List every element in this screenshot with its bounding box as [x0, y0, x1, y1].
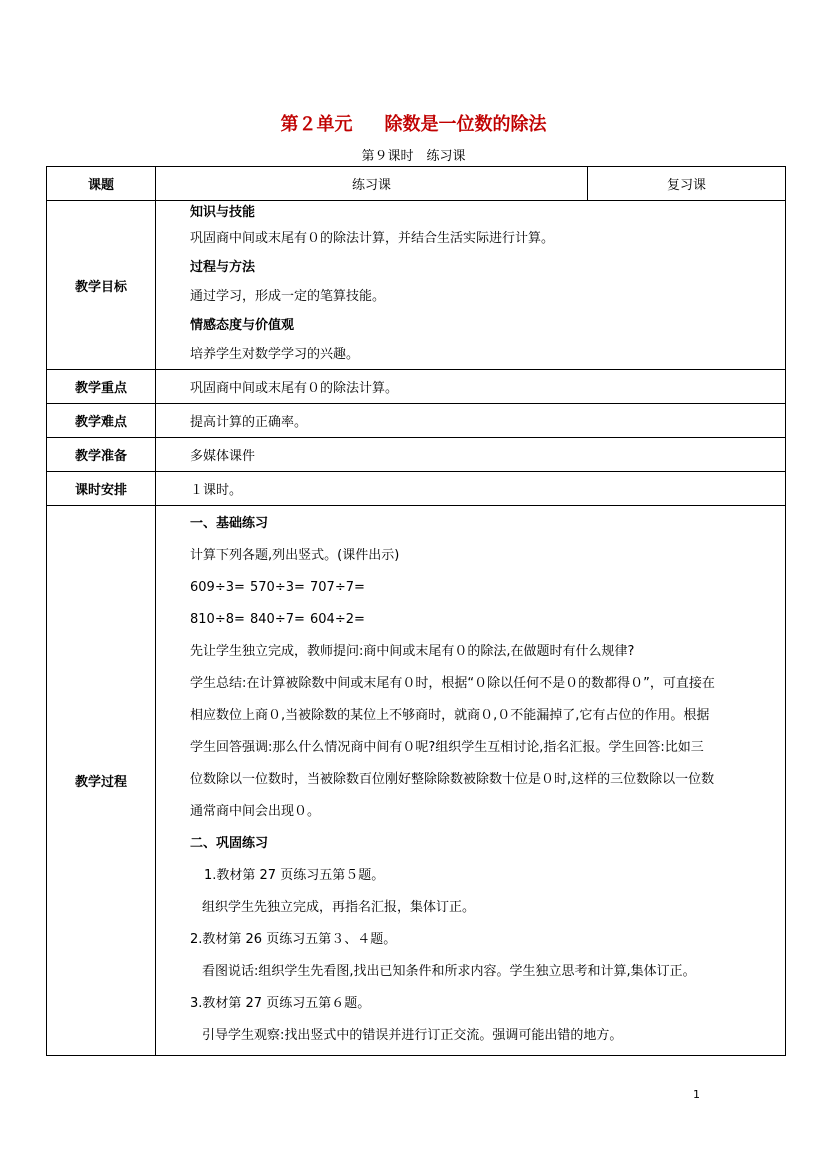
- section-heading: 一、基础练习: [190, 516, 269, 531]
- calc-item: 570÷3=: [250, 580, 305, 595]
- goal-text: 培养学生对数学学习的兴趣。: [190, 346, 360, 362]
- exercise-item: 2.教材第 26 页练习五第３、４题。: [190, 932, 397, 947]
- process-content: [156, 506, 786, 1056]
- key-label: 教学重点: [47, 370, 156, 404]
- time-value: １课时。: [156, 472, 786, 506]
- calc-row: [190, 572, 785, 604]
- exercise-item: 1.教材第 27 页练习五第５题。: [204, 868, 385, 883]
- unit-number: 第２单元: [280, 114, 353, 135]
- time-row: [47, 472, 786, 506]
- calc-item: 609÷3=: [190, 580, 245, 595]
- process-text: 通常商中间会出现０。: [190, 804, 321, 819]
- goal-heading: 知识与技能: [190, 204, 256, 220]
- goals-label: 教学目标: [47, 201, 156, 370]
- difficulty-value: 提高计算的正确率。: [156, 404, 786, 438]
- key-value: 巩固商中间或末尾有０的除法计算。: [156, 370, 786, 404]
- exercise-note: 引导学生观察:找出竖式中的错误并进行订正交流。强调可能出错的地方。: [202, 1028, 623, 1043]
- process-text: 先让学生独立完成，教师提问:商中间或末尾有０的除法,在做题时有什么规律?: [190, 644, 635, 659]
- exercise-item: 3.教材第 27 页练习五第６题。: [190, 996, 371, 1011]
- unit-name: 除数是一位数的除法: [384, 114, 547, 135]
- goal-heading: 过程与方法: [190, 259, 256, 275]
- goal-text: 巩固商中间或末尾有０的除法计算，并结合生活实际进行计算。: [190, 230, 555, 246]
- goals-content: [156, 201, 786, 370]
- exercise-note: 看图说话:组织学生先看图,找出已知条件和所求内容。学生独立思考和计算,集体订正。: [202, 964, 696, 979]
- prep-value: 多媒体课件: [156, 438, 786, 472]
- prep-label: 教学准备: [47, 438, 156, 472]
- calc-item: 707÷7=: [310, 580, 365, 595]
- process-text: 计算下列各题,列出竖式。(课件出示): [190, 548, 400, 563]
- topic-row: [47, 167, 786, 201]
- difficulty-row: [47, 404, 786, 438]
- calc-item: 840÷7=: [250, 612, 305, 627]
- lesson-plan-table: [46, 166, 786, 1056]
- exercise-note: 组织学生先独立完成，再指名汇报，集体订正。: [202, 900, 476, 915]
- topic-label: 课题: [47, 167, 156, 201]
- process-text: 学生回答强调:那么什么情况商中间有０呢?组织学生互相讨论,指名汇报。学生回答:比如三: [190, 740, 704, 755]
- time-label: 课时安排: [47, 472, 156, 506]
- goal-heading: 情感态度与价值观: [190, 317, 295, 333]
- process-row: [47, 506, 786, 1056]
- difficulty-label: 教学难点: [47, 404, 156, 438]
- goals-row: [47, 201, 786, 370]
- goal-text: 通过学习，形成一定的笔算技能。: [190, 288, 386, 304]
- prep-row: [47, 438, 786, 472]
- unit-title: [0, 110, 827, 136]
- process-text: 相应数位上商０,当被除数的某位上不够商时，就商０,０不能漏掉了,它有占位的作用。根据: [190, 708, 710, 723]
- process-text: 位数除以一位数时，当被除数百位刚好整除除数被除数十位是０时,这样的三位数除以一位数: [190, 772, 715, 787]
- key-row: [47, 370, 786, 404]
- calc-item: 604÷2=: [310, 612, 365, 627]
- lesson-subtitle: 第９课时 练习课: [361, 149, 466, 164]
- calc-item: 810÷8=: [190, 612, 245, 627]
- calc-row: [190, 604, 785, 636]
- process-text: 学生总结:在计算被除数中间或末尾有０时，根据“０除以任何不是０的数都得０”，可直接在: [190, 676, 715, 691]
- section-heading: 二、巩固练习: [190, 836, 269, 851]
- page-number: 1: [693, 1088, 700, 1101]
- process-label: 教学过程: [47, 506, 156, 1056]
- topic-type: 复习课: [588, 167, 786, 201]
- topic-value: 练习课: [156, 167, 588, 201]
